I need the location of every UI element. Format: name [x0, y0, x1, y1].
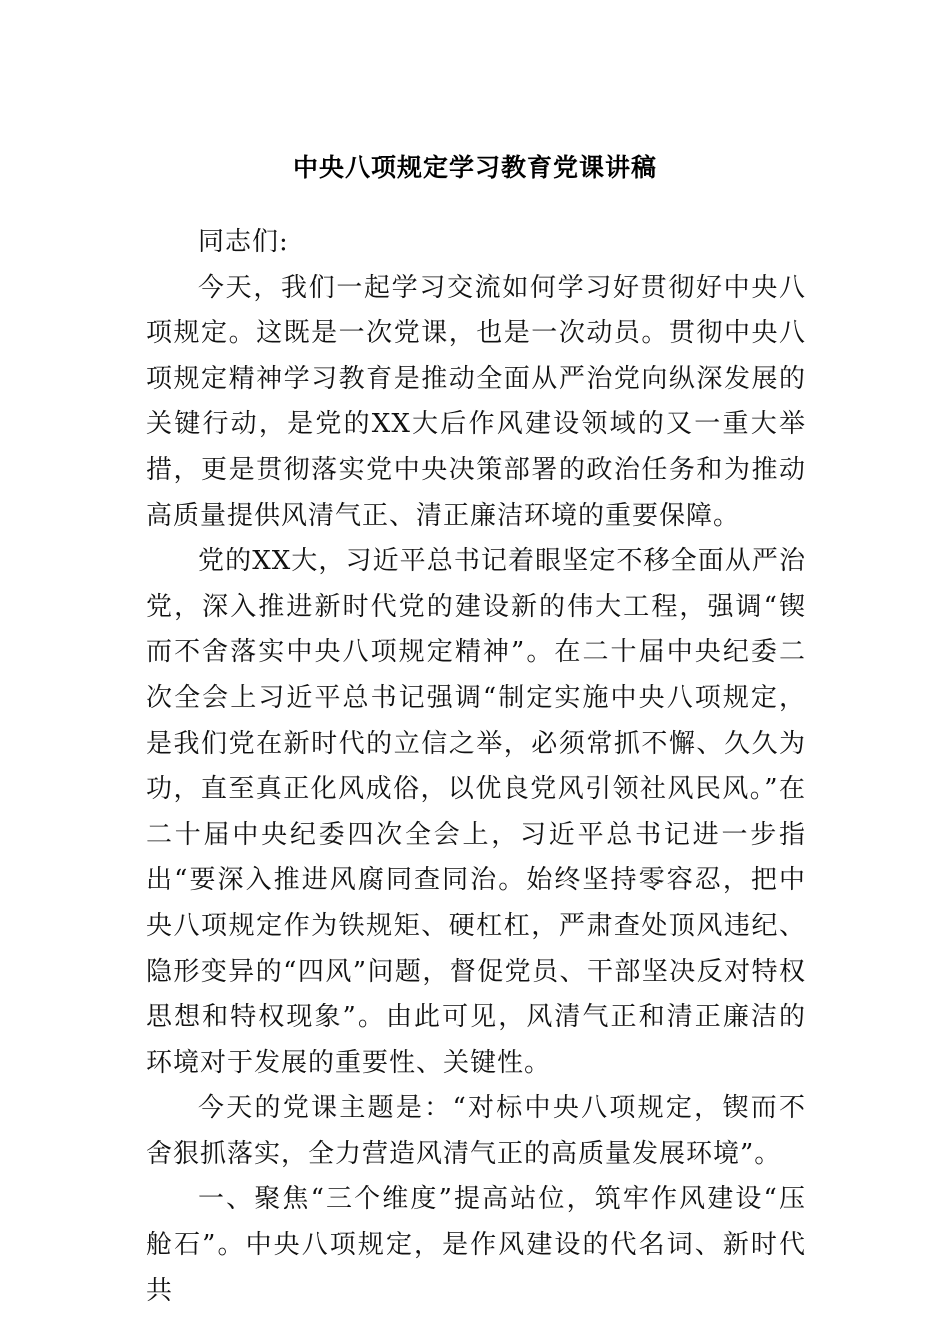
paragraph-intro: 今天，我们一起学习交流如何学习好贯彻好中央八项规定。这既是一次党课，也是一次动员。贯彻中央八项规定精神学习教育是推动全面从严治党向纵深发展的关键行动，是党的XX大后作风建设领域的又一重大举措，更是贯彻落实党中央决策部署的政治任务和为推动高质量提供风清气正、清正廉洁环境的重要保障。 [146, 272, 806, 531]
paragraph-greeting: 同志们: [198, 227, 289, 257]
document-body [146, 220, 806, 1314]
paragraph-theme: 今天的党课主题是：“对标中央八项规定，锲而不舍狠抓落实，全力营造风清气正的高质量发展环境”。 [146, 1093, 806, 1169]
document-title: 中央八项规定学习教育党课讲稿 [292, 153, 657, 182]
paragraph-background: 党的XX大，习近平总书记着眼坚定不移全面从严治党，深入推进新时代党的建设新的伟大工程，强调“锲而不舍落实中央八项规定精神”。在二十届中央纪委二次全会上习近平总书记强调“制定实施中央八项规定，是我们党在新时代的立信之举，必须常抓不懈、久久为功，直至真正化风成俗，以优良党风引领社风民风。”在二十届中央纪委四次全会上，习近平总书记进一步指出“要深入推进风腐同查同治。始终坚持零容忍，把中央八项规定作为铁规矩、硬杠杠，严肃查处顶风违纪、隐形变异的“四风”问题，督促党员、干部坚决反对特权思想和特权现象”。由此可见，风清气正和清正廉洁的环境对于发展的重要性、关键性。 [146, 546, 806, 1078]
paragraph-section-one: 一、聚焦“三个维度”提高站位，筑牢作风建设“压舱石”。中央八项规定，是作风建设的代名词、新时代共 [146, 1184, 806, 1306]
